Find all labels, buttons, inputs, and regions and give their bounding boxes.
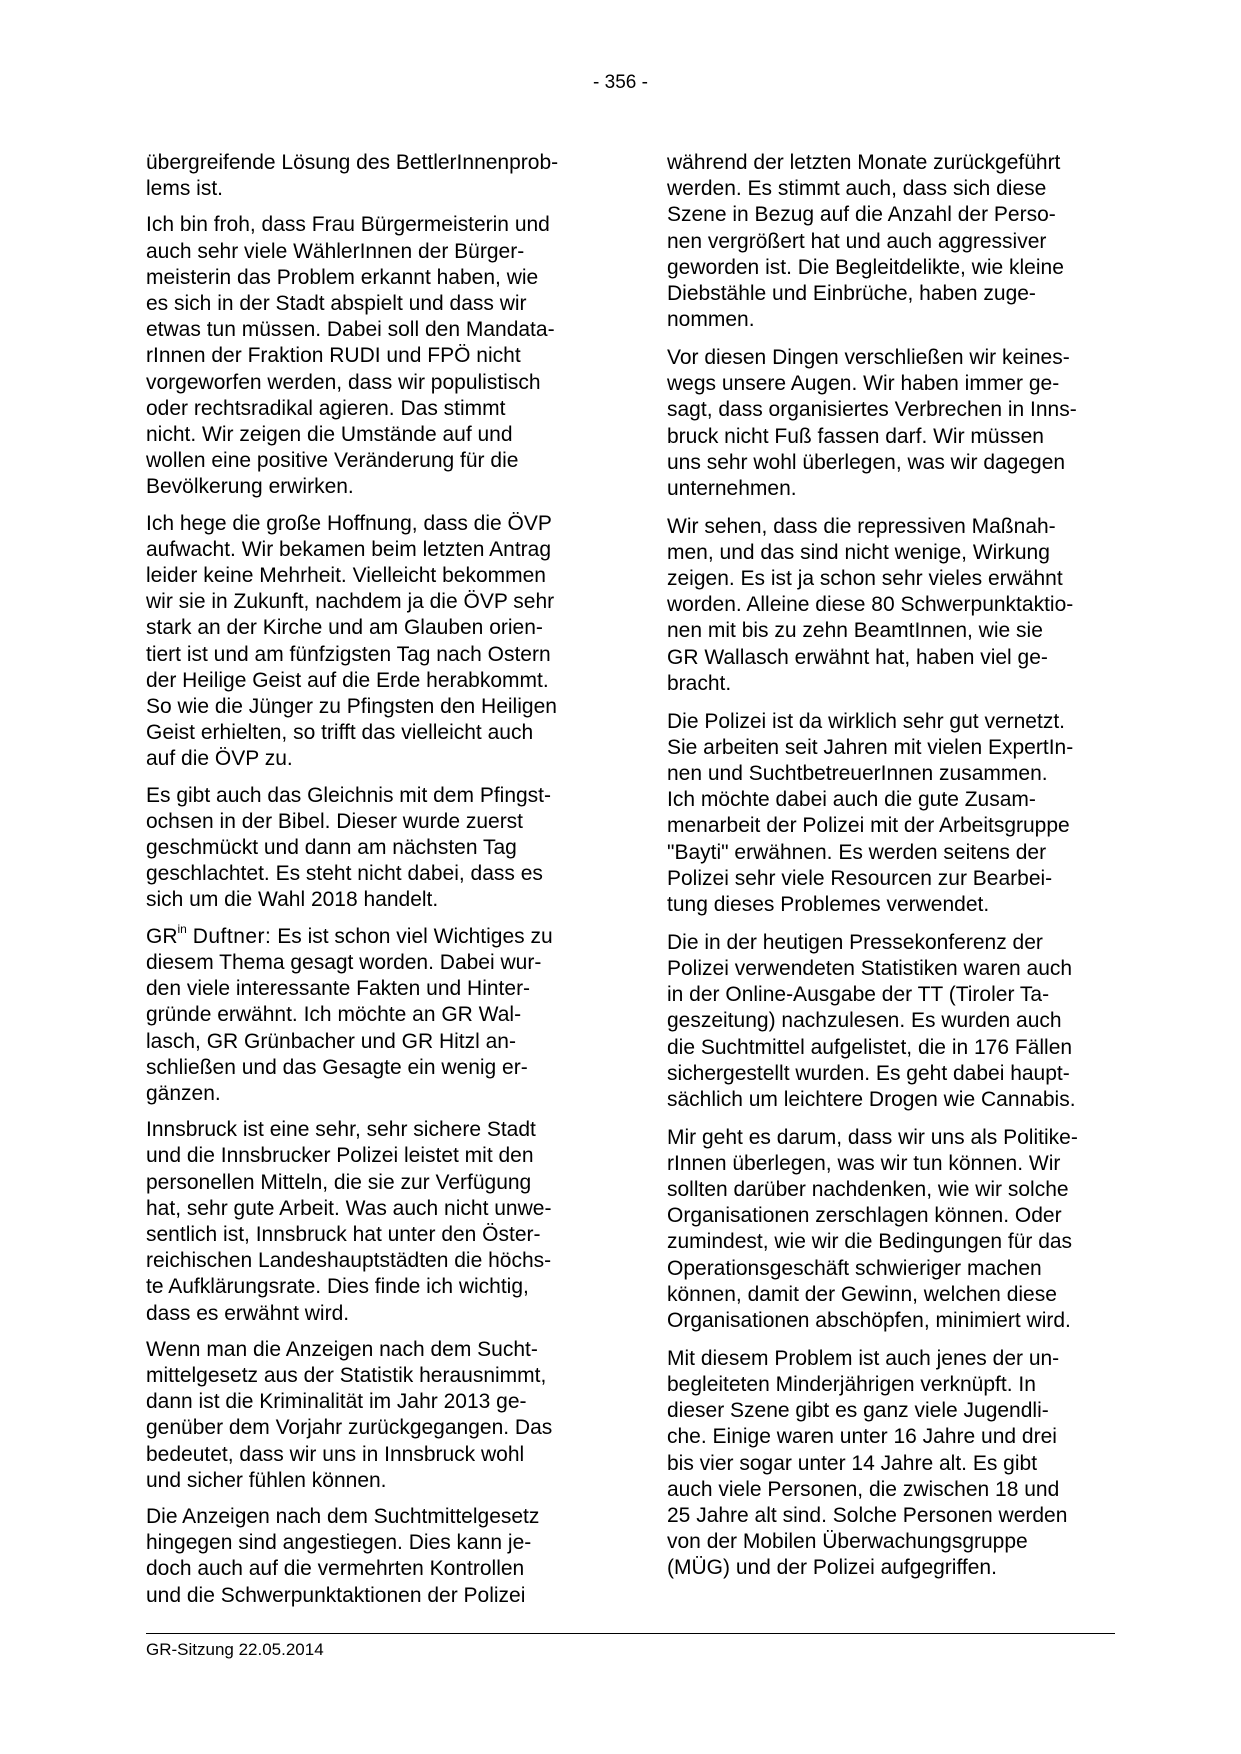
speaker-lines (146, 950, 594, 1107)
text-line: Wir sehen, dass die repressiven Maßnah- (667, 514, 1056, 538)
text-line: der Heilige Geist auf die Erde herabkommt. (146, 668, 549, 692)
left-paragraphs-before (146, 150, 594, 914)
text-line: und die Schwerpunktaktionen der Polizei (146, 1583, 526, 1607)
text-line: ochsen in der Bibel. Dieser wurde zuerst (146, 809, 524, 833)
text-line: geschlachtet. Es steht nicht dabei, dass es (146, 862, 543, 886)
text-line: te Aufklärungsrate. Dies finde ich wichtig, (146, 1275, 529, 1299)
text-line: meisterin das Problem erkannt haben, wie (146, 265, 539, 289)
text-line: men, und das sind nicht wenige, Wirkung (667, 540, 1050, 564)
text-line: Operationsgeschäft schwieriger machen (667, 1256, 1042, 1280)
text-line: nen mit bis zu zehn BeamtInnen, wie sie (667, 619, 1043, 643)
text-line: geszeitung) nachzulesen. Es wurden auch (667, 1009, 1062, 1033)
text-line: zumindest, wie wir die Bedingungen für das (667, 1230, 1073, 1254)
text-line: Ich bin froh, dass Frau Bürgermeisterin und (146, 213, 550, 237)
text-line: auch viele Personen, die zwischen 18 und (667, 1477, 1060, 1501)
text-line: Diebstähle und Einbrüche, haben zuge- (667, 282, 1036, 306)
text-line: bracht. (667, 671, 732, 695)
paragraph (146, 212, 594, 500)
text-line: bruck nicht Fuß fassen darf. Wir müssen (667, 424, 1044, 448)
text-line: Bevölkerung erwirken. (146, 475, 354, 499)
text-line: Polizei sehr viele Resourcen zur Bearbei- (667, 866, 1053, 890)
paragraph (667, 930, 1115, 1113)
text-line: che. Einige waren unter 16 Jahre und drei (667, 1425, 1057, 1449)
text-line: Organisationen abschöpfen, minimiert wird. (667, 1309, 1071, 1333)
text-line: Innsbruck ist eine sehr, sehr sichere Stadt (146, 1118, 536, 1142)
text-line: auf die ÖVP zu. (146, 747, 293, 771)
text-line: können, damit der Gewinn, welchen diese (667, 1282, 1057, 1306)
text-line: Es gibt auch das Gleichnis mit dem Pfingst- (146, 783, 552, 807)
text-line: bis vier sogar unter 14 Jahre alt. Es gibt (667, 1451, 1038, 1475)
text-line: gänzen. (146, 1081, 221, 1105)
text-line: hat, sehr gute Arbeit. Was auch nicht unwe- (146, 1196, 552, 1220)
text-line: aufwacht. Wir bekamen beim letzten Antrag (146, 537, 552, 561)
right-column (667, 150, 1115, 1593)
paragraph (667, 1125, 1115, 1335)
text-line: werden. Es stimmt auch, dass sich diese (667, 177, 1047, 201)
text-line: genüber dem Vorjahr zurückgegangen. Das (146, 1416, 553, 1440)
text-line: sächlich um leichtere Drogen wie Cannabis. (667, 1087, 1076, 1111)
text-line: personellen Mitteln, die sie zur Verfügung (146, 1170, 532, 1194)
text-line: übergreifende Lösung des BettlerInnenprob- (146, 151, 559, 174)
text-line: den viele interessante Fakten und Hinter- (146, 977, 531, 1001)
paragraph (667, 709, 1115, 919)
text-line: diesem Thema gesagt worden. Dabei wur- (146, 950, 542, 974)
text-line: "Bayti" erwähnen. Es werden seitens der (667, 840, 1047, 864)
paragraph (146, 511, 594, 773)
text-line: mittelgesetz aus der Statistik herausnimmt, (146, 1363, 547, 1387)
text-line: geschmückt und dann am nächsten Tag (146, 836, 517, 860)
text-line: nen und SuchtbetreuerInnen zusammen. (667, 761, 1048, 785)
text-line: Organisationen zerschlagen können. Oder (667, 1204, 1062, 1228)
text-line: Mir geht es darum, dass wir uns als Politike- (667, 1125, 1078, 1149)
text-line: wir sie in Zukunft, nachdem ja die ÖVP sehr (146, 590, 555, 614)
text-line: doch auch auf die vermehrten Kontrollen (146, 1557, 525, 1581)
paragraph (667, 345, 1115, 502)
text-line: worden. Alleine diese 80 Schwerpunktaktio- (667, 593, 1074, 617)
text-line: reichischen Landeshauptstädten die höchs- (146, 1249, 552, 1273)
text-line: 25 Jahre alt sind. Solche Personen werden (667, 1503, 1068, 1527)
paragraph (146, 1337, 594, 1494)
text-line: rInnen der Fraktion RUDI und FPÖ nicht (146, 344, 521, 368)
speaker-title-suffix: in (177, 921, 187, 936)
footer-divider (146, 1633, 1115, 1634)
text-line: die Suchtmittel aufgelistet, die in 176 Fällen (667, 1035, 1073, 1059)
text-line: sentlich ist, Innsbruck hat unter den Öster- (146, 1222, 541, 1246)
text-line: sollten darüber nachdenken, wie wir solche (667, 1178, 1069, 1202)
text-line: rInnen überlegen, was wir tun können. Wir (667, 1151, 1061, 1175)
footer-session-date: GR-Sitzung 22.05.2014 (146, 1640, 324, 1659)
paragraph (146, 1117, 594, 1327)
text-line: begleiteten Minderjährigen verknüpft. In (667, 1372, 1036, 1396)
speaker-paragraph (146, 921, 594, 1107)
text-line: tung dieses Problemes verwendet. (667, 892, 990, 916)
text-line: schließen und das Gesagte ein wenig er- (146, 1055, 528, 1079)
text-line: tiert ist und am fünfzigsten Tag nach Ostern (146, 642, 551, 666)
speaker-intro-line (146, 921, 594, 950)
text-line: vorgeworfen werden, dass wir populistisch (146, 370, 541, 394)
speaker-title: GR (146, 924, 178, 948)
page-number: - 356 - (593, 72, 648, 93)
text-line: (MÜG) und der Polizei aufgegriffen. (667, 1556, 997, 1580)
paragraph (667, 150, 1115, 333)
text-line: menarbeit der Polizei mit der Arbeitsgruppe (667, 814, 1070, 838)
text-line: Szene in Bezug auf die Anzahl der Perso- (667, 203, 1056, 227)
text-line: lasch, GR Grünbacher und GR Hitzl an- (146, 1029, 516, 1053)
text-line: oder rechtsradikal agieren. Das stimmt (146, 396, 506, 420)
left-paragraphs-after (146, 1117, 594, 1609)
text-line: Wenn man die Anzeigen nach dem Sucht- (146, 1337, 538, 1361)
text-line: Die in der heutigen Pressekonferenz der (667, 930, 1043, 954)
speaker-first-line: Es ist schon viel Wichtiges zu (277, 924, 553, 948)
text-line: während der letzten Monate zurückgeführt (667, 151, 1061, 174)
text-line: unternehmen. (667, 476, 797, 500)
text-line: und die Innsbrucker Polizei leistet mit den (146, 1144, 534, 1168)
text-line: wegs unsere Augen. Wir haben immer ge- (667, 372, 1060, 396)
text-line: dass es erwähnt wird. (146, 1301, 350, 1325)
text-line: dieser Szene gibt es ganz viele Jugendli- (667, 1399, 1049, 1423)
text-line: uns sehr wohl überlegen, was wir dagegen (667, 450, 1066, 474)
text-line: nen vergrößert hat und auch aggressiver (667, 229, 1047, 253)
paragraph (146, 783, 594, 914)
right-paragraphs (667, 150, 1115, 1582)
left-column (146, 150, 594, 1619)
text-line: So wie die Jünger zu Pfingsten den Heiligen (146, 695, 557, 719)
text-line: sagt, dass organisiertes Verbrechen in Inns- (667, 398, 1077, 422)
text-line: dann ist die Kriminalität im Jahr 2013 ge- (146, 1390, 527, 1414)
text-line: Polizei verwendeten Statistiken waren auch (667, 956, 1073, 980)
paragraph (146, 150, 594, 202)
text-line: sichergestellt wurden. Es geht dabei haupt- (667, 1061, 1070, 1085)
text-line: hingegen sind angestiegen. Dies kann je- (146, 1531, 532, 1555)
text-line: von der Mobilen Überwachungsgruppe (667, 1530, 1028, 1554)
text-line: Sie arbeiten seit Jahren mit vielen ExpertIn- (667, 735, 1074, 759)
text-line: zeigen. Es ist ja schon sehr vieles erwähnt (667, 567, 1063, 591)
text-line: Geist erhielten, so trifft das vielleicht auch (146, 721, 534, 745)
text-line: Ich möchte dabei auch die gute Zusam- (667, 788, 1036, 812)
paragraph (146, 1504, 594, 1609)
text-line: auch sehr viele WählerInnen der Bürger- (146, 239, 525, 263)
text-line: und sicher fühlen können. (146, 1468, 387, 1492)
text-line: leider keine Mehrheit. Vielleicht bekommen (146, 564, 546, 588)
paragraph (667, 514, 1115, 697)
speaker-name: Duftner: (192, 924, 272, 948)
text-line: Die Polizei ist da wirklich sehr gut vernetzt. (667, 709, 1065, 733)
text-line: in der Online-Ausgabe der TT (Tiroler Ta- (667, 983, 1050, 1007)
text-line: Die Anzeigen nach dem Suchtmittelgesetz (146, 1504, 540, 1528)
text-line: Vor diesen Dingen verschließen wir keines- (667, 345, 1070, 369)
paragraph (667, 1346, 1115, 1582)
text-line: stark an der Kirche und am Glauben orien- (146, 616, 543, 640)
text-line: es sich in der Stadt abspielt und dass wir (146, 292, 527, 316)
text-line: Ich hege die große Hoffnung, dass die ÖVP (146, 511, 552, 535)
text-line: geworden ist. Die Begleitdelikte, wie kleine (667, 255, 1064, 279)
text-line: etwas tun müssen. Dabei soll den Mandata- (146, 318, 555, 342)
text-line: wollen eine positive Veränderung für die (146, 449, 519, 473)
text-line: nommen. (667, 308, 755, 332)
text-line: bedeutet, dass wir uns in Innsbruck wohl (146, 1442, 525, 1466)
text-line: nicht. Wir zeigen die Umstände auf und (146, 423, 513, 447)
text-line: sich um die Wahl 2018 handelt. (146, 888, 439, 912)
text-line: lems ist. (146, 177, 224, 201)
text-line: Mit diesem Problem ist auch jenes der un- (667, 1346, 1060, 1370)
text-line: gründe erwähnt. Ich möchte an GR Wal- (146, 1003, 522, 1027)
text-line: GR Wallasch erwähnt hat, haben viel ge- (667, 645, 1048, 669)
